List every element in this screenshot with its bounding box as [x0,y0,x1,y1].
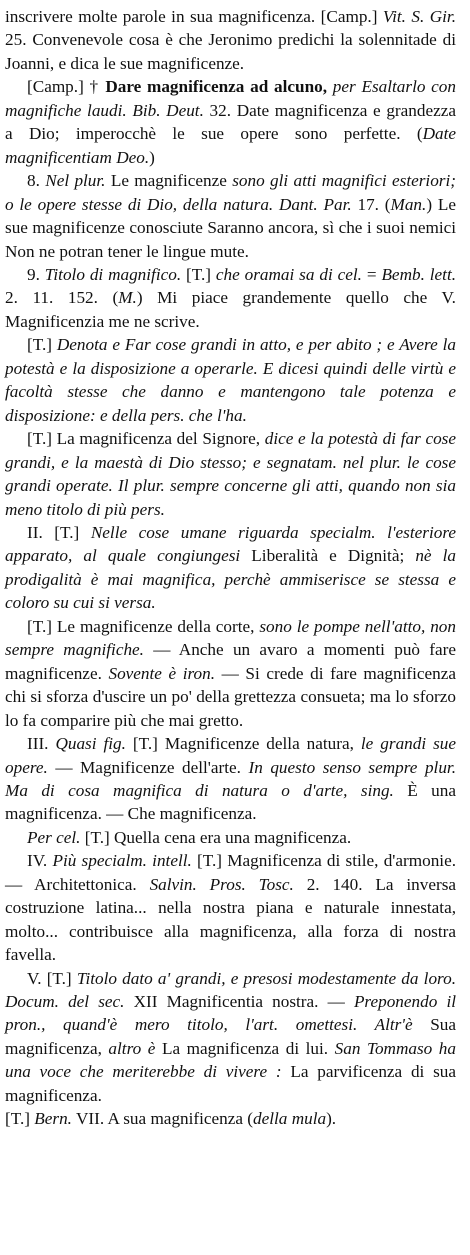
entry-paragraph [5,826,456,849]
text-run: sono le pompe nell'atto, non sempre magnifiche. [5,616,456,660]
text-run: Bern. [34,1109,72,1129]
text-run: XII Magnificentia nostra. — [124,992,354,1012]
text-run: ) [149,147,155,167]
text-run: III. [27,734,56,754]
text-run: dice e la potestà di far cose grandi, e la maestà di Dio stesso; e segnatam. nel plur. le cose grandi operate. Il plur. sempre concerne gli atti, quando non sia meno titolo di più pers. [5,429,456,519]
text-run: Sovente è iron. [108,663,216,683]
text-run: Titolo dato a' grandi, e presosi modestamente da loro. Docum. del sec. [5,968,456,1012]
entry-paragraph [5,333,456,427]
text-run: VII. A sua magnificenza ( [71,1109,254,1129]
text-run: — Si crede di fare magnificenza chi si sforza d'uscire un po' della grettezza consueta; ma lo sforzo lo fa comparire più che mai gretto. [5,663,456,730]
text-run: È una magnificenza. — Che magnificenza. [5,780,456,824]
text-run: [T.] La magnificenza del Signore, [27,429,265,449]
text-run: 32. Date magnificenza e grandezza a Dio; imperocchè le sue opere sono perfette. ( [5,100,456,144]
entry-paragraph [5,732,456,826]
text-run: [T.] [27,335,57,355]
entry-paragraph [5,1107,456,1130]
text-run: Nel plur. [45,171,106,191]
text-run: Dare magnificenza ad alcuno, [105,77,328,97]
text-run: altro è [108,1038,156,1058]
text-run: 17. ( [351,194,391,214]
text-run: Denota e Far cose grandi in atto, e per abito ; e Avere la potestà e la disposizione a operarle. E dicesi quindi delle virtù e facoltà stesse che danno e mantengono tale potenza e disposizione: e della pers. che l'ha. [5,335,456,425]
text-run: Date magnificentiam Deo. [5,124,456,167]
entry-paragraph [5,75,456,169]
text-run: V. [T.] [27,968,77,988]
text-run: Titolo di magnifico. [44,264,182,284]
text-run: Quasi fig. [55,734,126,754]
text-run: [T.] Le magnificenze della corte, [27,616,260,636]
text-run: ) Mi piace grandemente quello che V. Magnificenzia me ne scrive. [5,288,456,331]
text-run: Salvin. Pros. Tosc. [149,874,294,894]
text-run: 2. 140. La inversa costruzione latina... nella nostra piana e naturale innestata, molto... contribuisce alla magnificenza, alla forza di nostra favella. [5,874,457,965]
text-run: che oramai sa di cel. [215,264,362,284]
entry-paragraph [5,427,456,521]
text-run: inscrivere molte parole in sua magnificenza. [Camp.] [5,7,383,26]
text-run: San Tommaso ha una voce che meriterebbe di vivere : [5,1038,456,1082]
text-run: Preponendo il pron., quand'è mero titolo, l'art. omettesi. Altr'è [5,992,456,1035]
text-run: Più specialm. intell. [52,851,192,871]
text-run: Sua magnificenza, [5,1015,456,1058]
text-run: [Camp.] † [27,77,106,97]
text-run: IV. [27,851,53,871]
entry-paragraph [5,169,456,263]
entry-paragraph [5,967,456,1108]
entry-paragraph [5,263,456,333]
text-run: sono gli atti magnifici esteriori; o le opere stesse di Dio, della natura. Dant. Par. [5,171,456,214]
text-run: = [361,264,382,284]
text-run: Man. [390,194,427,214]
text-run: 8. [27,171,46,191]
text-run: 9. [27,264,45,284]
text-run: M. [118,288,137,308]
text-run: nè la prodigalità è mai magnifica, perchè ammiserisce se stessa e coloro su cui si versa. [5,546,457,613]
text-run: della mula [253,1109,327,1129]
text-run: [T.] [5,1109,35,1129]
text-run: La parvificenza di sua magnificenza. [5,1062,456,1105]
entry-paragraph [5,615,456,732]
text-run: [T.] Quella cena era una magnificenza. [80,827,352,847]
text-run: In questo senso sempre plur. Ma di cosa magnifica di natura o d'arte, sing. [5,757,456,800]
text-run: Vit. S. Gir. [382,7,456,26]
text-run: 25. Convenevole cosa è che Jeronimo predichi la solennitade di Joanni, e dica le sue magnificenze. [5,30,456,73]
text-run: Per cel. [27,827,81,847]
text-run: per Esaltarlo con magnifiche laudi. Bib. Deut. [5,77,456,120]
text-run: [T.] [181,264,216,284]
text-run: 2. 11. 152. ( [5,288,119,308]
text-run: ) Le sue magnificenze conosciute Saranno ancora, sì che i suoi nemici Non ne potran tener le lingue mute. [5,194,456,261]
entry-paragraph [5,849,456,966]
entry-paragraph [5,5,456,75]
text-run: [T.] Magnificenze della natura, [125,734,361,754]
text-run: [T.] Magnificenza di stile, d'armonie. — Architettonica. [5,851,456,894]
text-run: — Anche un avaro a momenti può fare magnificenze. [5,640,457,683]
text-run: Nelle cose umane riguarda specialm. l'esteriore apparato, al quale congiungesi [5,522,457,566]
text-run: Le magnificenze [105,171,233,191]
text-run: le grandi sue opere. [5,734,457,777]
text-run: Liberalità e Dignità; [240,546,416,566]
text-run: La magnificenza di lui. [155,1038,335,1058]
text-run: II. [T.] [27,522,91,542]
text-run: — Magnificenze dell'arte. [47,757,249,777]
entry-paragraph [5,521,456,615]
text-run: ). [326,1109,337,1129]
text-run: Bemb. lett. [381,264,457,284]
